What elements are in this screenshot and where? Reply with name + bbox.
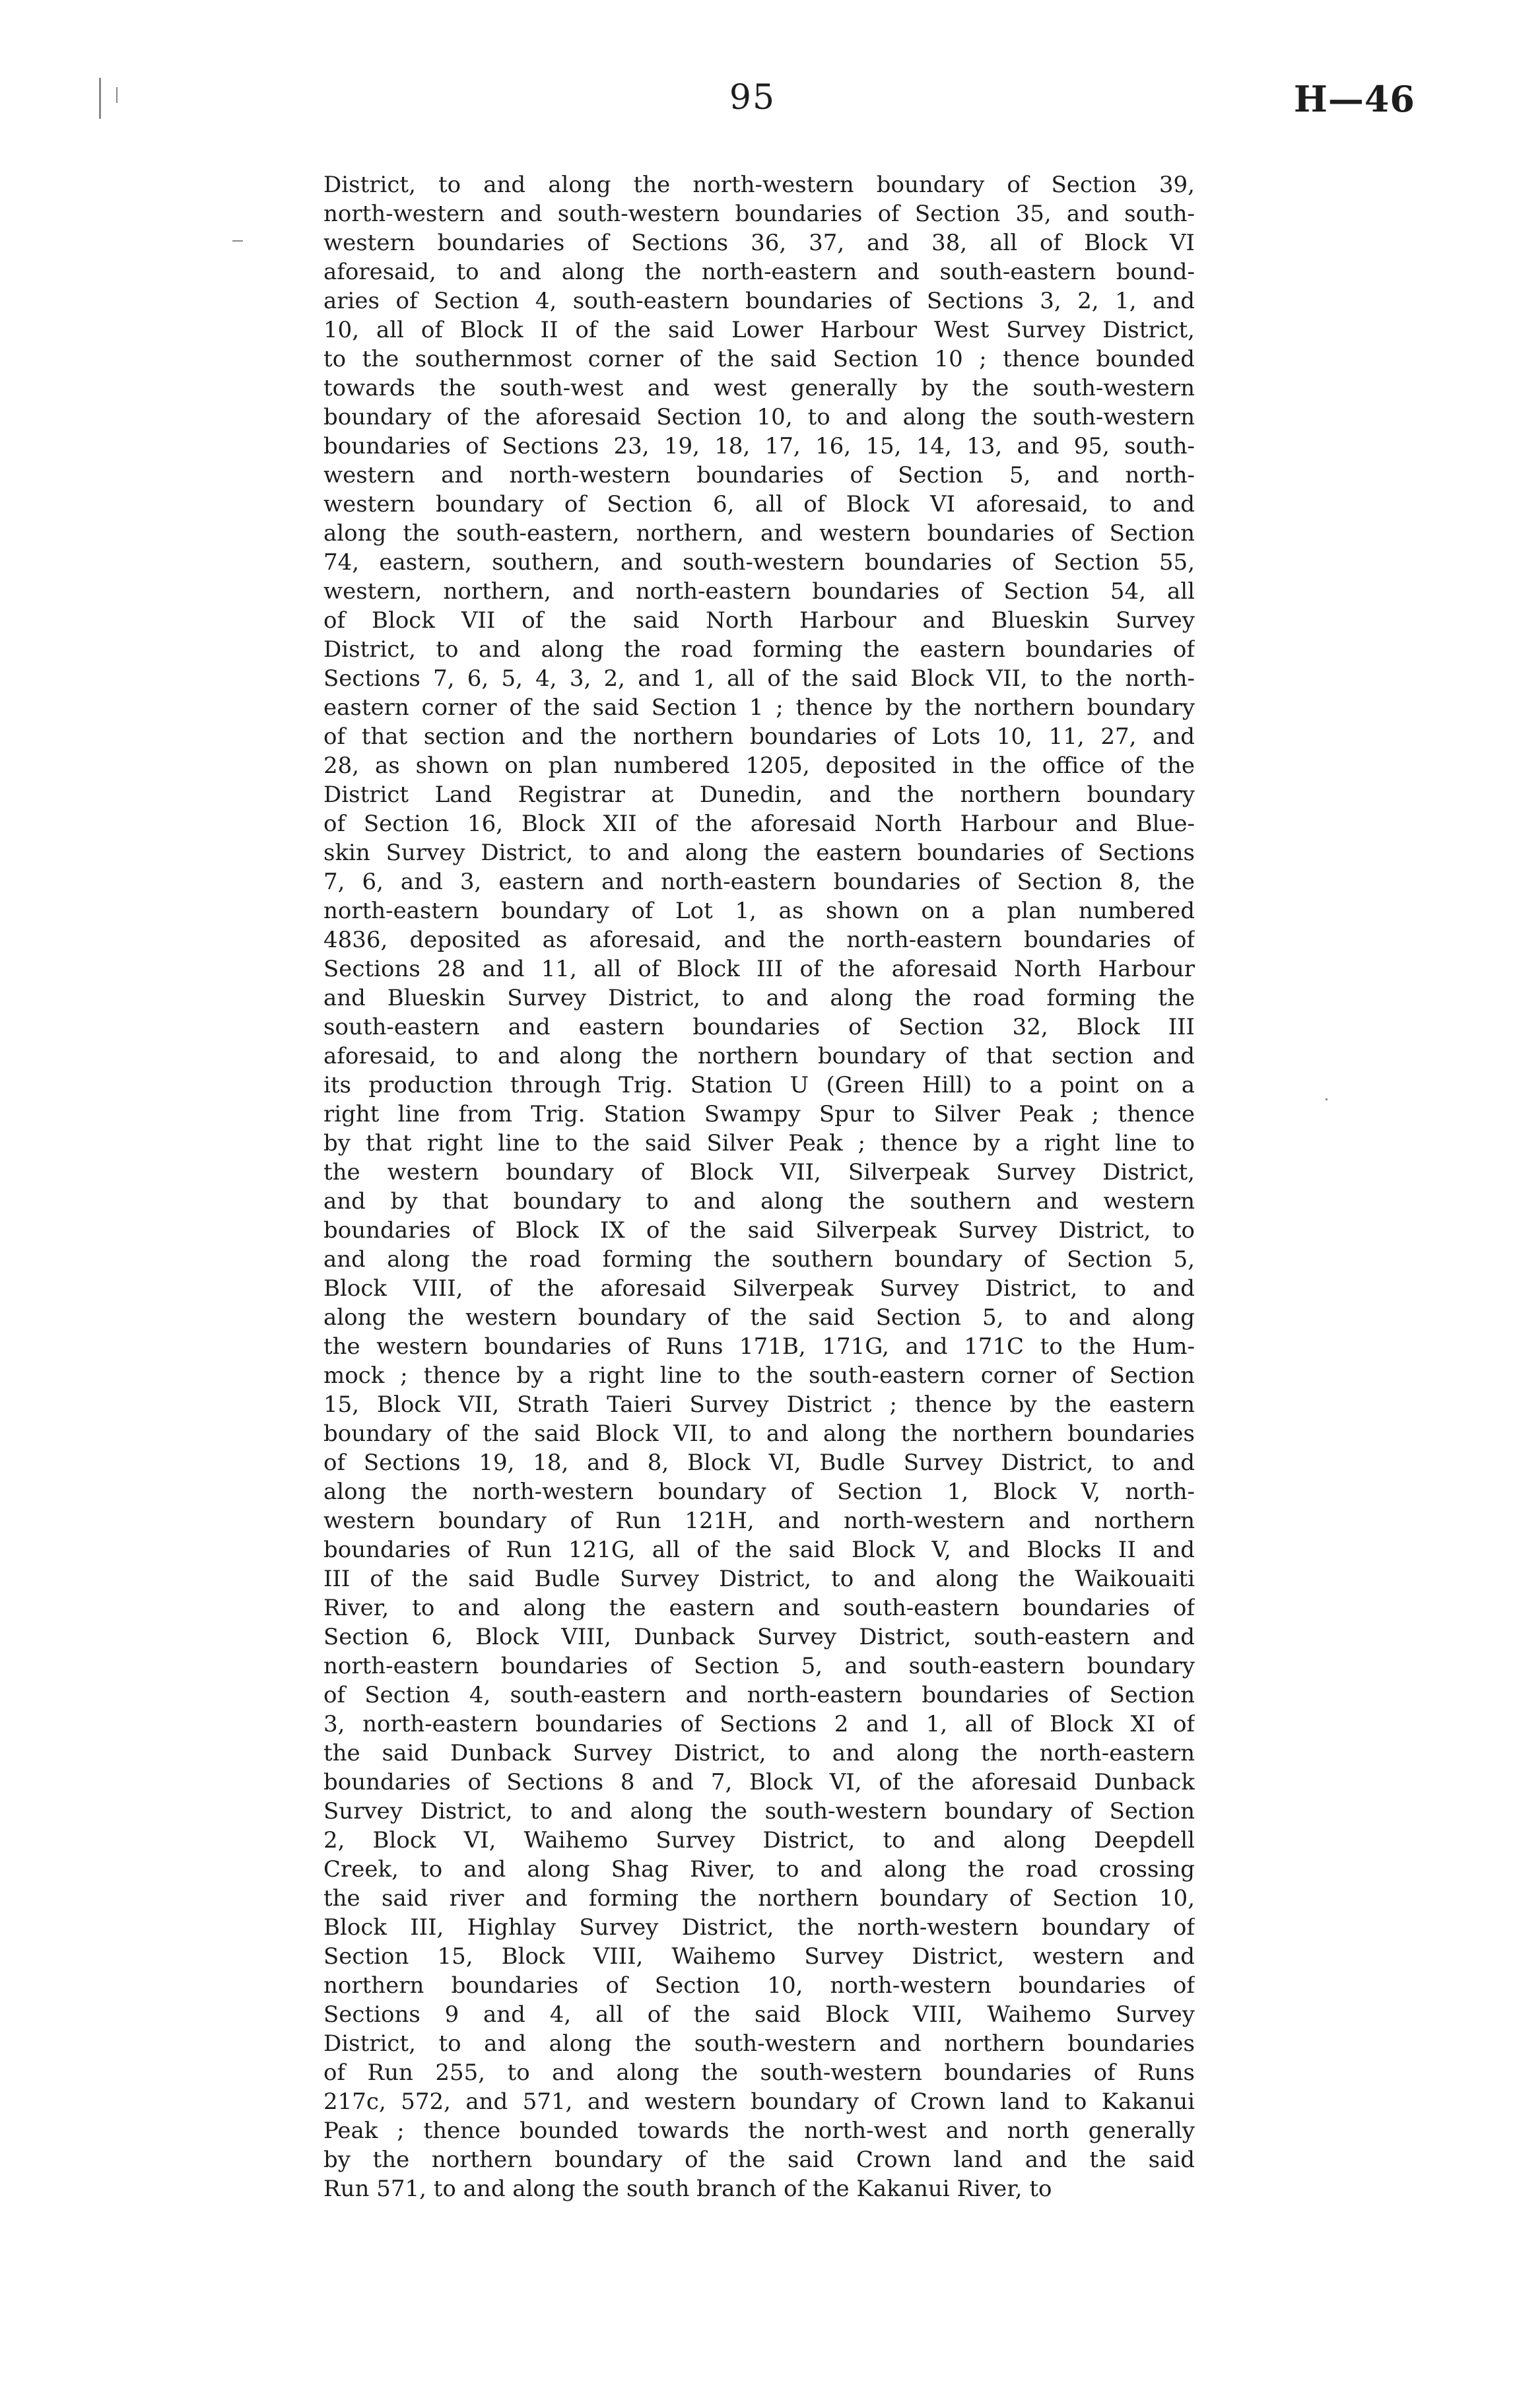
text-line: its production through Trig. Station U (Green Hill) to a point on a xyxy=(323,1072,1195,1098)
body-paragraph xyxy=(323,170,1195,2203)
text-line: District Land Registrar at Dunedin, and the northern boundary xyxy=(323,782,1195,808)
text-line: River, to and along the eastern and south-eastern boundaries of xyxy=(323,1595,1195,1621)
text-line: boundaries of Sections 8 and 7, Block VI, of the aforesaid Dunback xyxy=(323,1769,1195,1795)
text-line: western, northern, and north-eastern boundaries of Section 54, all xyxy=(323,578,1195,605)
text-line: south-eastern and eastern boundaries of Section 32, Block III xyxy=(323,1014,1195,1040)
text-line: along the south-eastern, northern, and western boundaries of Section xyxy=(323,520,1195,547)
text-line: Block III, Highlay Survey District, the north-western boundary of xyxy=(323,1914,1195,1941)
text-line: western boundary of Run 121H, and north-western and northern xyxy=(323,1508,1195,1534)
text-line: of Section 4, south-eastern and north-eastern boundaries of Section xyxy=(323,1682,1195,1708)
text-line: aforesaid, to and along the northern boundary of that section and xyxy=(323,1043,1195,1069)
text-line: eastern corner of the said Section 1 ; thence by the northern boundary xyxy=(323,694,1195,721)
scan-edge-mark xyxy=(99,78,101,119)
text-line: boundaries of Run 121G, all of the said Block V, and Blocks II and xyxy=(323,1537,1195,1563)
scan-edge-mark xyxy=(232,240,243,242)
text-line: 2, Block VI, Waihemo Survey District, to and along Deepdell xyxy=(323,1827,1195,1854)
text-line: by the northern boundary of the said Crown land and the said xyxy=(323,2147,1195,2173)
text-line: District, to and along the road forming the eastern boundaries of xyxy=(323,636,1195,663)
text-line: the said river and forming the northern boundary of Section 10, xyxy=(323,1885,1195,1912)
text-line: of Block VII of the said North Harbour and Blueskin Survey xyxy=(323,607,1195,634)
text-line: Survey District, to and along the south-western boundary of Section xyxy=(323,1798,1195,1824)
text-line: to the southernmost corner of the said Section 10 ; thence bounded xyxy=(323,346,1195,372)
text-line: District, to and along the south-western and northern boundaries xyxy=(323,2030,1195,2057)
text-line: north-eastern boundaries of Section 5, and south-eastern boundary xyxy=(323,1653,1195,1679)
text-line: and Blueskin Survey District, to and along the road forming the xyxy=(323,985,1195,1011)
text-line: north-eastern boundary of Lot 1, as shown on a plan numbered xyxy=(323,898,1195,924)
text-line: Sections 7, 6, 5, 4, 3, 2, and 1, all of the said Block VII, to the north- xyxy=(323,665,1195,692)
text-line: and along the road forming the southern boundary of Section 5, xyxy=(323,1246,1195,1273)
text-line: of that section and the northern boundaries of Lots 10, 11, 27, and xyxy=(323,723,1195,750)
text-line: 10, all of Block II of the said Lower Harbour West Survey District, xyxy=(323,317,1195,343)
document-reference: H—46 xyxy=(1293,78,1415,120)
text-line: aries of Section 4, south-eastern boundaries of Sections 3, 2, 1, and xyxy=(323,288,1195,314)
text-line: District, to and along the north-western boundary of Section 39, xyxy=(323,172,1195,198)
text-line: 3, north-eastern boundaries of Sections 2 and 1, all of Block XI of xyxy=(323,1711,1195,1737)
text-line: of Run 255, to and along the south-western boundaries of Runs xyxy=(323,2059,1195,2086)
text-line: by that right line to the said Silver Peak ; thence by a right line to xyxy=(323,1130,1195,1156)
text-line: boundary of the said Block VII, to and along the northern boundaries xyxy=(323,1421,1195,1447)
scan-edge-mark xyxy=(116,87,118,103)
text-line: Creek, to and along Shag River, to and along the road crossing xyxy=(323,1856,1195,1883)
text-line: boundaries of Sections 23, 19, 18, 17, 16, 15, 14, 13, and 95, south- xyxy=(323,433,1195,459)
text-line: Run 571, to and along the south branch of the Kakanui River, to xyxy=(323,2176,1052,2202)
text-line: skin Survey District, to and along the eastern boundaries of Sections xyxy=(323,840,1195,866)
text-line: north-western and south-western boundaries of Section 35, and south- xyxy=(323,201,1195,227)
text-line: Block VIII, of the aforesaid Silverpeak Survey District, to and xyxy=(323,1275,1195,1302)
text-line: the western boundary of Block VII, Silverpeak Survey District, xyxy=(323,1159,1195,1186)
text-line: western boundary of Section 6, all of Block VI aforesaid, to and xyxy=(323,491,1195,518)
text-line: 217c, 572, and 571, and western boundary of Crown land to Kakanui xyxy=(323,2089,1195,2115)
text-line: 15, Block VII, Strath Taieri Survey District ; thence by the eastern xyxy=(323,1391,1195,1418)
text-line: northern boundaries of Section 10, north-western boundaries of xyxy=(323,1972,1195,1999)
text-line: 4836, deposited as aforesaid, and the north-eastern boundaries of xyxy=(323,927,1195,953)
text-line: and by that boundary to and along the southern and western xyxy=(323,1188,1195,1215)
text-line: Peak ; thence bounded towards the north-west and north generally xyxy=(323,2118,1195,2144)
text-line: Sections 28 and 11, all of Block III of the aforesaid North Harbour xyxy=(323,956,1195,982)
page-number: 95 xyxy=(729,78,776,117)
text-line: Sections 9 and 4, all of the said Block VIII, Waihemo Survey xyxy=(323,2001,1195,2028)
text-line: boundaries of Block IX of the said Silverpeak Survey District, to xyxy=(323,1217,1195,1244)
text-line: boundary of the aforesaid Section 10, to and along the south-western xyxy=(323,404,1195,430)
text-line: western and north-western boundaries of Section 5, and north- xyxy=(323,462,1195,488)
text-line: of Section 16, Block XII of the aforesaid North Harbour and Blue- xyxy=(323,811,1195,837)
text-line: Section 6, Block VIII, Dunback Survey District, south-eastern and xyxy=(323,1624,1195,1650)
text-line: right line from Trig. Station Swampy Spur to Silver Peak ; thence xyxy=(323,1101,1195,1127)
text-line: the western boundaries of Runs 171B, 171G, and 171C to the Hum- xyxy=(323,1333,1195,1360)
text-line: along the north-western boundary of Section 1, Block V, north- xyxy=(323,1479,1195,1505)
text-line: of Sections 19, 18, and 8, Block VI, Budle Survey District, to and xyxy=(323,1450,1195,1476)
text-line: along the western boundary of the said Section 5, to and along xyxy=(323,1304,1195,1331)
text-line: aforesaid, to and along the north-eastern and south-eastern bound- xyxy=(323,259,1195,285)
text-line: 28, as shown on plan numbered 1205, deposited in the office of the xyxy=(323,752,1195,779)
text-line: 74, eastern, southern, and south-western boundaries of Section 55, xyxy=(323,549,1195,576)
text-line: Section 15, Block VIII, Waihemo Survey District, western and xyxy=(323,1943,1195,1970)
text-line: 7, 6, and 3, eastern and north-eastern boundaries of Section 8, the xyxy=(323,869,1195,895)
text-line: western boundaries of Sections 36, 37, and 38, all of Block VI xyxy=(323,230,1195,256)
text-line: the said Dunback Survey District, to and along the north-eastern xyxy=(323,1740,1195,1766)
text-line: mock ; thence by a right line to the south-eastern corner of Section xyxy=(323,1362,1195,1389)
text-line: III of the said Budle Survey District, to and along the Waikouaiti xyxy=(323,1566,1195,1592)
scan-edge-mark xyxy=(1326,1098,1328,1100)
text-line: towards the south-west and west generally by the south-western xyxy=(323,375,1195,401)
